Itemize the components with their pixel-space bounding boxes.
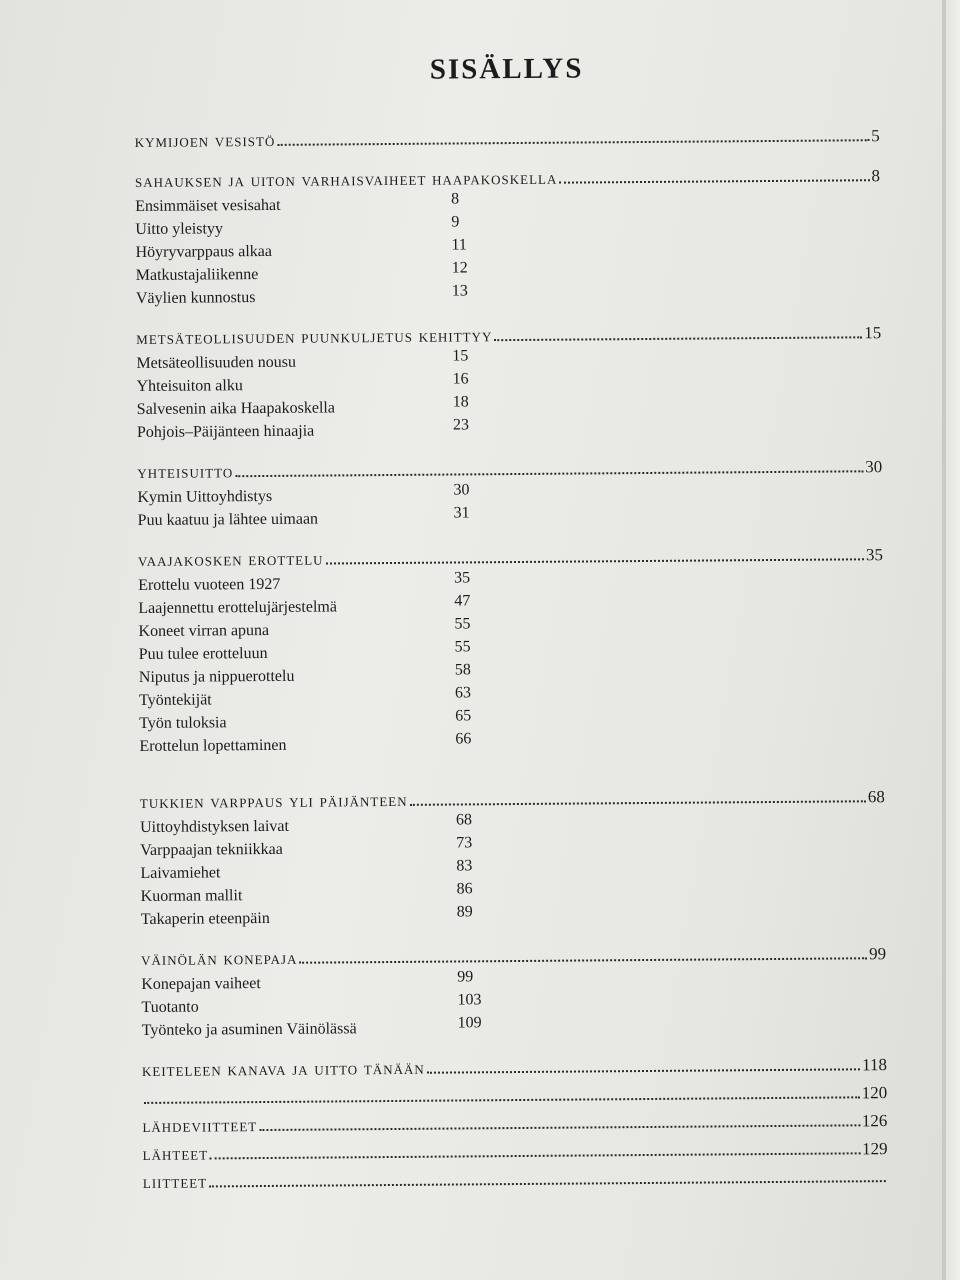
toc-subsection-page-number: 9 [451,213,460,231]
toc-subsection-label: Työn tuloksia [139,714,227,732]
toc-subsection [138,503,883,532]
toc-subsection-page-number: 12 [451,259,468,277]
toc-subsection-page-number: 83 [456,857,473,875]
toc-subsection-label: Puu kaatuu ja lähtee uimaan [137,510,319,529]
toc-subsection-page-number: 65 [455,707,472,725]
toc-section [135,165,881,310]
toc-section [137,456,883,532]
toc-heading-row [135,165,880,193]
toc-subsection-page-number: 23 [452,416,469,434]
toc-subsection-label: Puu tulee erotteluun [138,644,268,663]
dot-leader [144,1096,859,1104]
toc-subsection-page-number: 55 [454,615,471,633]
toc-subsection-page-number: 103 [457,991,482,1009]
toc-subsection-page-number: 35 [454,569,471,587]
toc-subsection-list [135,189,881,310]
toc-subsection-label: Erottelu vuoteen 1927 [138,575,281,594]
toc-heading-page-number: 35 [865,545,884,565]
toc-subsection-page-number: 73 [456,834,473,852]
dot-leader [326,558,864,564]
dot-leader [427,1068,860,1073]
toc-heading-page-number: 8 [871,166,881,186]
toc-section [143,1138,888,1166]
toc-subsection-label: Erottelun lopettaminen [139,736,287,755]
toc-subsection-label: Työnteko ja asuminen Väinölässä [141,1020,357,1039]
toc-subsection-label: Takaperin eteenpäin [140,909,270,928]
toc-heading-row [140,786,885,814]
toc-subsection-list [136,346,882,444]
toc-heading-page-number: 15 [864,323,882,343]
toc-subsection-label: Pohjois–Päijänteen hinaajia [136,422,315,441]
toc-heading-page-number: 99 [868,944,887,964]
toc-heading-page-number: 118 [861,1055,888,1075]
dot-leader [299,957,867,963]
dot-leader [235,470,863,477]
toc-subsection-list [138,568,884,758]
toc-subsection-label: Höyryvarppaus alkaa [135,242,272,261]
toc-subsection-label: Väylien kunnostus [135,289,256,307]
toc-heading-row [138,544,883,572]
page-title: SISÄLLYS [429,52,584,86]
toc-heading-page-number: 129 [862,1139,888,1159]
toc-section [138,544,885,758]
dot-leader [209,1180,886,1187]
toc-subsection [139,729,884,758]
table-of-contents [134,50,888,1212]
toc-subsection [136,281,881,310]
dot-leader [410,800,866,806]
toc-heading-page-number: 120 [861,1083,888,1103]
toc-subsection-label: Ensimmäiset vesisahat [135,196,281,215]
toc-subsection-page-number: 109 [457,1014,482,1032]
toc-heading-row [142,1054,887,1082]
toc-subsection-label: Koneet virran apuna [138,621,270,640]
toc-subsection-page-number: 13 [451,282,468,300]
toc-heading-row [143,1138,888,1166]
toc-subsection [142,1013,887,1042]
toc-section [140,786,886,931]
toc-subsection-list [140,810,886,931]
toc-subsection-page-number: 58 [454,661,471,679]
toc-subsection-page-number: 30 [453,481,470,499]
toc-subsection-label: Uitto yleistyy [135,220,223,238]
toc-subsection-label: Laivamiehet [140,864,221,882]
toc-section [142,1110,887,1138]
toc-section [135,125,880,153]
toc-subsection-label: Yhteisuiton alku [136,377,243,395]
toc-subsection-page-number: 47 [454,592,471,610]
toc-subsection-page-number: 11 [451,236,467,254]
toc-heading-page-number: 68 [867,787,885,807]
toc-subsection-page-number: 55 [454,638,471,656]
toc-heading-row [142,1082,887,1110]
toc-section [142,1054,887,1082]
toc-subsection-label: Salvesenin aika Haapakoskella [136,399,335,418]
toc-section [142,1082,887,1110]
toc-heading: kymijoen vesistö [134,129,276,152]
dot-leader [559,179,869,183]
toc-subsection-page-number: 89 [456,903,473,921]
toc-subsection-label: Kuorman mallit [140,887,243,905]
toc-heading-page-number: 126 [861,1111,888,1131]
toc-subsection-label: Laajennettu erottelujärjestelmä [138,598,337,617]
toc-subsection-page-number: 31 [453,504,470,522]
toc-section [141,943,887,1042]
toc-heading: vaajakosken erottelu [137,548,324,571]
book-edge [946,0,960,1280]
toc-heading-page-number: 5 [871,126,880,146]
toc-subsection-label: Varppaajan tekniikkaa [140,840,283,859]
toc-section [136,322,882,444]
toc-section [143,1166,888,1194]
toc-heading: sahauksen ja uiton varhaisvaiheet haapakoskella [134,167,558,192]
toc-heading-row [141,943,886,971]
toc-heading: liitteet [142,1171,208,1193]
toc-subsection-label: Matkustajaliikenne [135,266,259,284]
toc-heading-page-number: 30 [865,457,883,477]
toc-subsection-page-number: 16 [452,370,469,388]
dot-leader [494,336,862,341]
toc-subsection-page-number: 86 [456,880,473,898]
toc-heading: väinölän konepaja [141,947,298,970]
toc-subsection-label: Työntekijät [138,691,212,709]
toc-subsection-list [137,480,882,532]
toc-subsection-label: Tuotanto [141,998,199,1016]
toc-subsection-page-number: 68 [455,811,473,829]
toc-subsection-page-number: 63 [454,684,472,702]
toc-subsection-label: Konepajan vaiheet [141,975,261,993]
toc-heading: yhteisuitto [137,461,234,483]
toc-heading: lähdeviitteet [142,1115,258,1137]
toc-heading-row [137,456,882,484]
toc-subsection-page-number: 18 [452,393,469,411]
toc-heading: lähteet [142,1143,209,1165]
toc-subsection-page-number: 8 [451,190,460,208]
toc-heading-row [143,1166,888,1194]
toc-heading-row [135,125,880,153]
dot-leader [210,1152,860,1159]
toc-heading: tukkien varppaus yli päijänteen [139,789,408,813]
toc-heading-row [136,322,881,350]
toc-subsection-label: Metsäteollisuuden nousu [136,353,297,372]
toc-heading: keiteleen kanava ja uitto tänään [141,1057,425,1081]
toc-subsection-label: Niputus ja nippuerottelu [138,667,295,686]
toc-sections [135,125,888,1194]
toc-subsection-page-number: 99 [457,968,474,986]
toc-subsection [137,415,882,444]
toc-subsection-page-number: 15 [452,347,469,365]
toc-subsection-label: Uittoyhdistyksen laivat [139,817,289,836]
toc-subsection-label: Kymin Uittoyhdistys [137,487,273,506]
toc-subsection-page-number: 66 [455,730,472,748]
toc-heading-row [142,1110,887,1138]
dot-leader [277,139,869,146]
dot-leader [259,1124,860,1131]
toc-heading: metsäteollisuuden puunkuljetus kehittyy [136,325,493,349]
toc-subsection [141,902,886,931]
toc-subsection-list [141,967,887,1042]
